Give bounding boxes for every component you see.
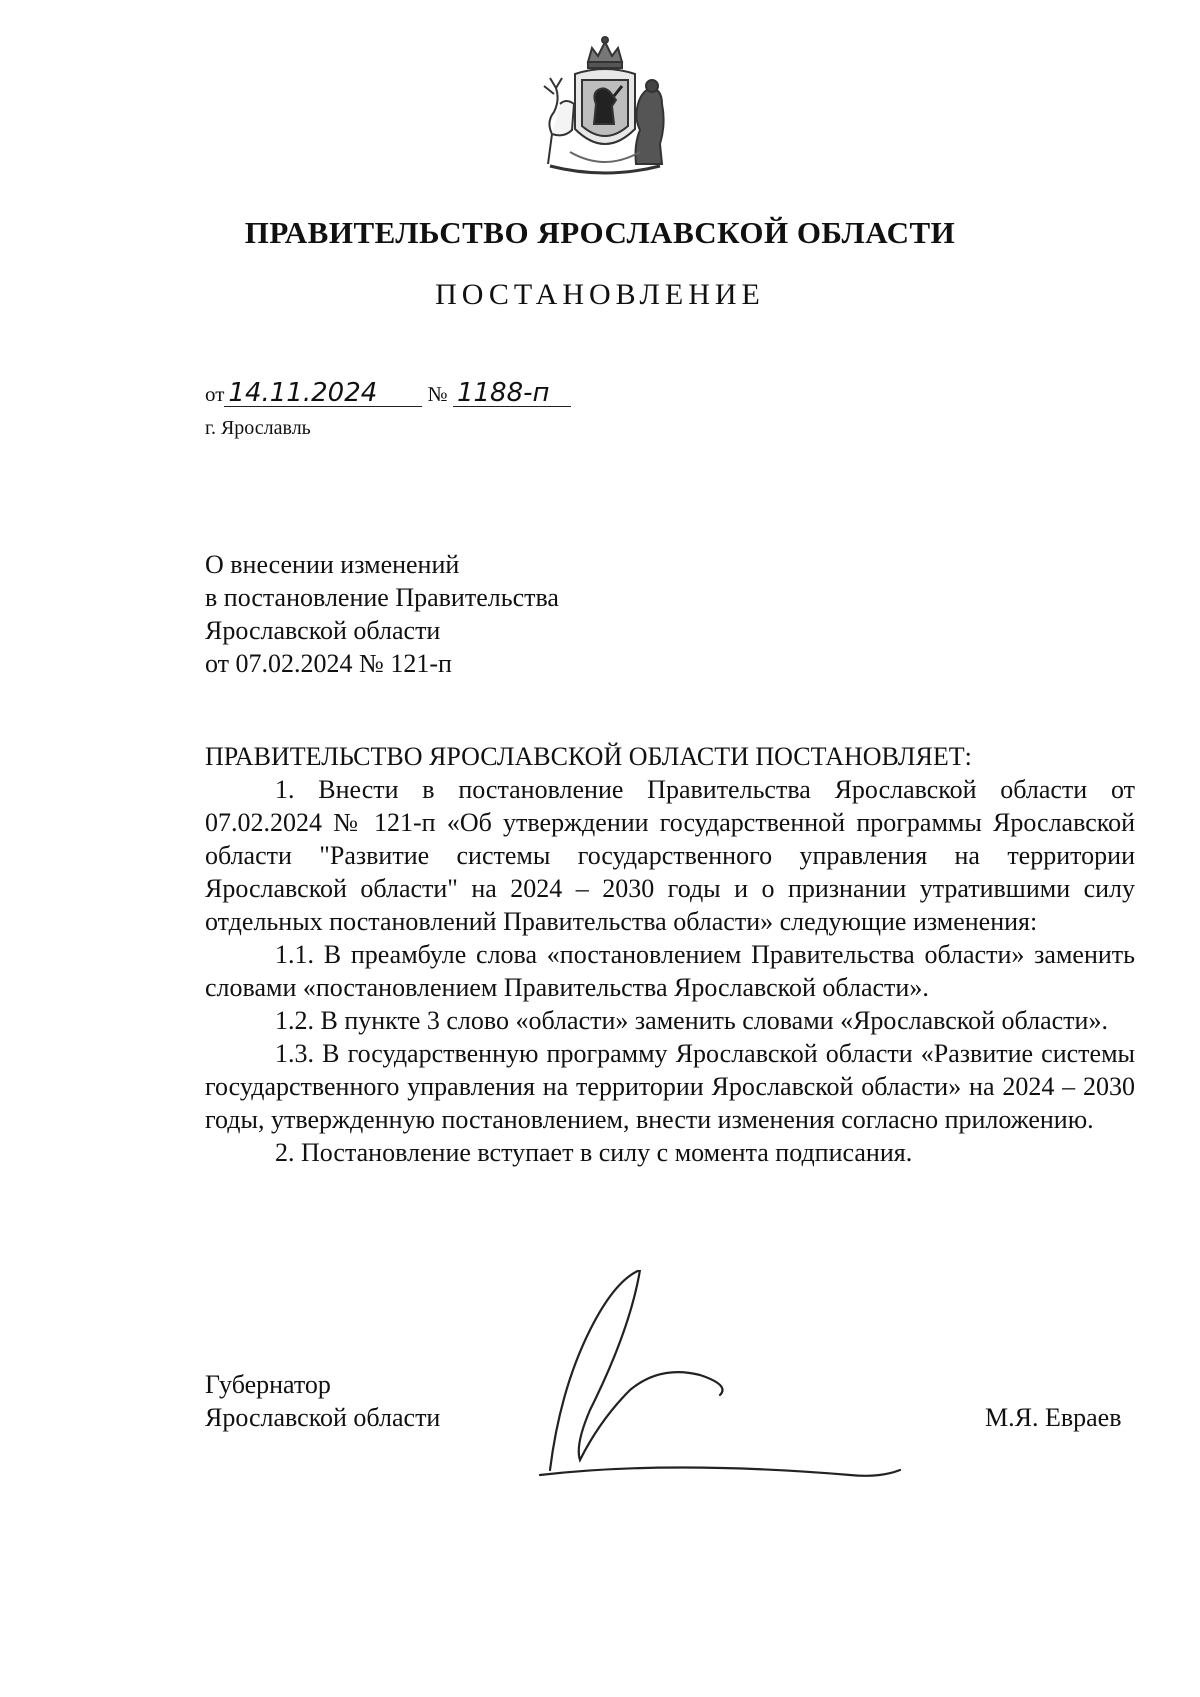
subject-line: О внесении изменений (205, 550, 460, 579)
document-body (205, 773, 1135, 1169)
paragraph-1-1: 1.1. В преамбуле слова «постановлением Правительства области» заменить словами «постановлением Правительства Ярославской области». (205, 940, 1135, 1002)
city: г. Ярославль (205, 417, 311, 439)
registration-line (205, 380, 571, 407)
position-line: Губернатор (205, 1370, 331, 1399)
document-type: ПОСТАНОВЛЕНИЕ (435, 278, 765, 311)
coat-of-arms-icon (530, 34, 680, 184)
paragraph-2: 2. Постановление вступает в силу с момента подписания. (275, 1138, 913, 1167)
paragraph-1-3: 1.3. В государственную программу Ярославской области «Развитие системы государственного управления на территории Ярославской области» на 2024 – 2030 годы, утвержденную постановлением, внести изменения согласно приложению. (205, 1039, 1135, 1134)
signatory-position (205, 1368, 440, 1434)
document-subject (205, 548, 559, 680)
paragraph-1: 1. Внести в постановление Правительства Ярославской области от 07.02.2024 № 121-п «Об утверждении государственной программы Ярославской области "Развитие системы государственного управления на территории Ярославской области" на 2024 – 2030 годы и о признании утратившими силу отдельных постановлений Правительства области» следующие изменения: (205, 775, 1135, 936)
number-prefix: № (427, 382, 448, 406)
handwritten-signature (520, 1270, 940, 1490)
subject-line: Ярославской области (205, 616, 441, 645)
document-date: 14.11.2024 (224, 380, 422, 407)
subject-line: от 07.02.2024 № 121-п (205, 649, 452, 678)
position-line: Ярославской области (205, 1403, 441, 1432)
subject-line: в постановление Правительства (205, 583, 559, 612)
document-number: 1188-п (453, 380, 571, 407)
government-title: ПРАВИТЕЛЬСТВО ЯРОСЛАВСКОЙ ОБЛАСТИ (244, 215, 956, 250)
paragraph-1-2: 1.2. В пункте 3 слово «области» заменить словами «Ярославской области». (275, 1006, 1108, 1035)
signer-name: М.Я. Евраев (985, 1403, 1122, 1432)
decree-heading: ПРАВИТЕЛЬСТВО ЯРОСЛАВСКОЙ ОБЛАСТИ ПОСТАНОВЛЯЕТ: (205, 742, 972, 771)
date-prefix: от (205, 382, 225, 406)
